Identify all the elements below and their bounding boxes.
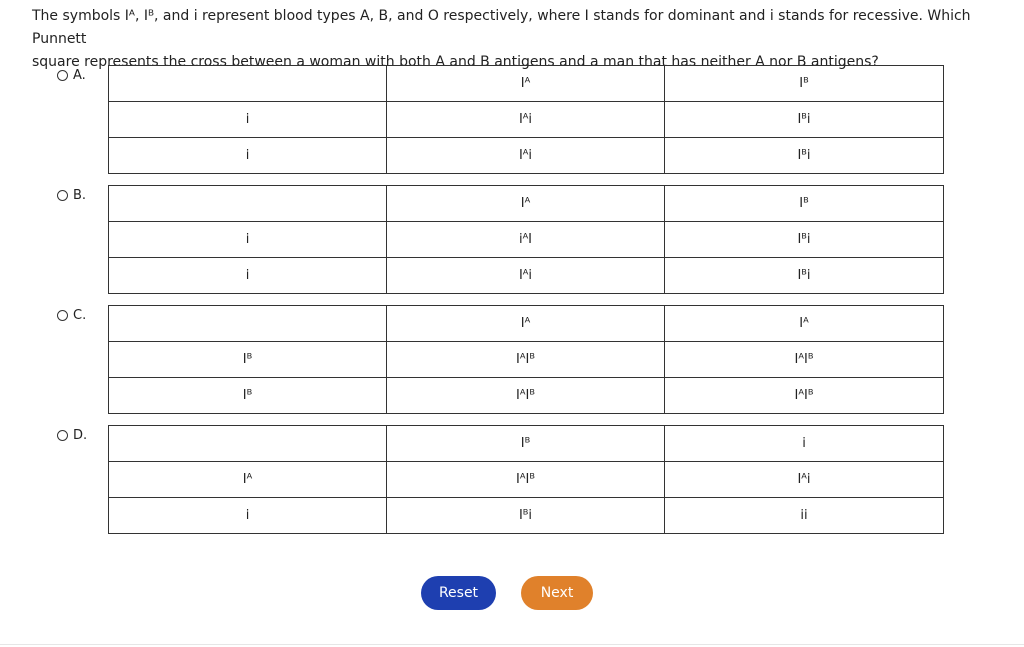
table-cell: Iᴮ	[387, 426, 665, 462]
table-cell	[109, 66, 387, 102]
table-cell: Iᴮ	[109, 378, 387, 414]
table-row	[109, 222, 944, 258]
table-row	[109, 498, 944, 534]
option-a-label: A.	[73, 68, 86, 83]
bottom-divider	[0, 644, 1024, 645]
reset-button[interactable]: Reset	[421, 576, 496, 610]
table-cell: Iᴮi	[387, 498, 665, 534]
table-cell: ii	[665, 498, 944, 534]
table-cell: Iᴮi	[665, 138, 944, 174]
table-row	[109, 342, 944, 378]
table-cell: i	[665, 426, 944, 462]
table-cell: Iᴬ	[665, 306, 944, 342]
table-cell: IᴬIᴮ	[665, 342, 944, 378]
table-cell: Iᴬ	[109, 462, 387, 498]
table-cell: IᴬIᴮ	[387, 342, 665, 378]
table-cell: i	[109, 258, 387, 294]
option-a[interactable]	[57, 68, 86, 83]
table-cell: IᴬIᴮ	[387, 462, 665, 498]
table-cell: Iᴮ	[109, 342, 387, 378]
table-cell	[109, 186, 387, 222]
next-button[interactable]: Next	[521, 576, 593, 610]
punnett-table-d	[108, 425, 944, 534]
table-row	[109, 102, 944, 138]
table-cell: Iᴮi	[665, 102, 944, 138]
table-cell: i	[109, 102, 387, 138]
table-cell: Iᴮi	[665, 222, 944, 258]
question-line-1: The symbols Iᴬ, Iᴮ, and i represent blood types A, B, and O respectively, where I stands for dominant and i stands for recessive. Which Punnett	[32, 8, 971, 47]
table-cell: Iᴬ	[387, 306, 665, 342]
option-b[interactable]	[57, 188, 86, 203]
table-cell: Iᴮi	[665, 258, 944, 294]
table-row	[109, 378, 944, 414]
table-cell: Iᴬi	[387, 102, 665, 138]
radio-button-c[interactable]	[57, 310, 68, 321]
table-row	[109, 426, 944, 462]
table-cell: i	[109, 222, 387, 258]
table-cell: Iᴬi	[665, 462, 944, 498]
punnett-table-a	[108, 65, 944, 174]
table-row	[109, 306, 944, 342]
table-cell: Iᴬi	[387, 258, 665, 294]
table-cell: IᴬIᴮ	[665, 378, 944, 414]
table-cell: IᴬIᴮ	[387, 378, 665, 414]
option-c[interactable]	[57, 308, 86, 323]
option-c-label: C.	[73, 308, 87, 323]
radio-button-d[interactable]	[57, 430, 68, 441]
table-cell	[109, 306, 387, 342]
option-b-label: B.	[73, 188, 87, 203]
table-cell: i	[109, 498, 387, 534]
table-row	[109, 186, 944, 222]
table-row	[109, 138, 944, 174]
table-row	[109, 66, 944, 102]
table-cell: Iᴬi	[387, 138, 665, 174]
radio-button-b[interactable]	[57, 190, 68, 201]
table-cell: i	[109, 138, 387, 174]
table-cell: Iᴬ	[387, 66, 665, 102]
question-text	[32, 5, 992, 74]
table-cell	[109, 426, 387, 462]
radio-button-a[interactable]	[57, 70, 68, 81]
option-d-label: D.	[73, 428, 88, 443]
table-row	[109, 258, 944, 294]
punnett-table-b	[108, 185, 944, 294]
question-line-2: square represents the cross between a woman with both A and B antigens and a man that has neither A nor B antigens?	[32, 54, 879, 70]
option-d[interactable]	[57, 428, 87, 443]
table-cell: Iᴮ	[665, 66, 944, 102]
punnett-table-c	[108, 305, 944, 414]
table-row	[109, 462, 944, 498]
table-cell: Iᴬ	[387, 186, 665, 222]
table-cell: iᴬI	[387, 222, 665, 258]
table-cell: Iᴮ	[665, 186, 944, 222]
